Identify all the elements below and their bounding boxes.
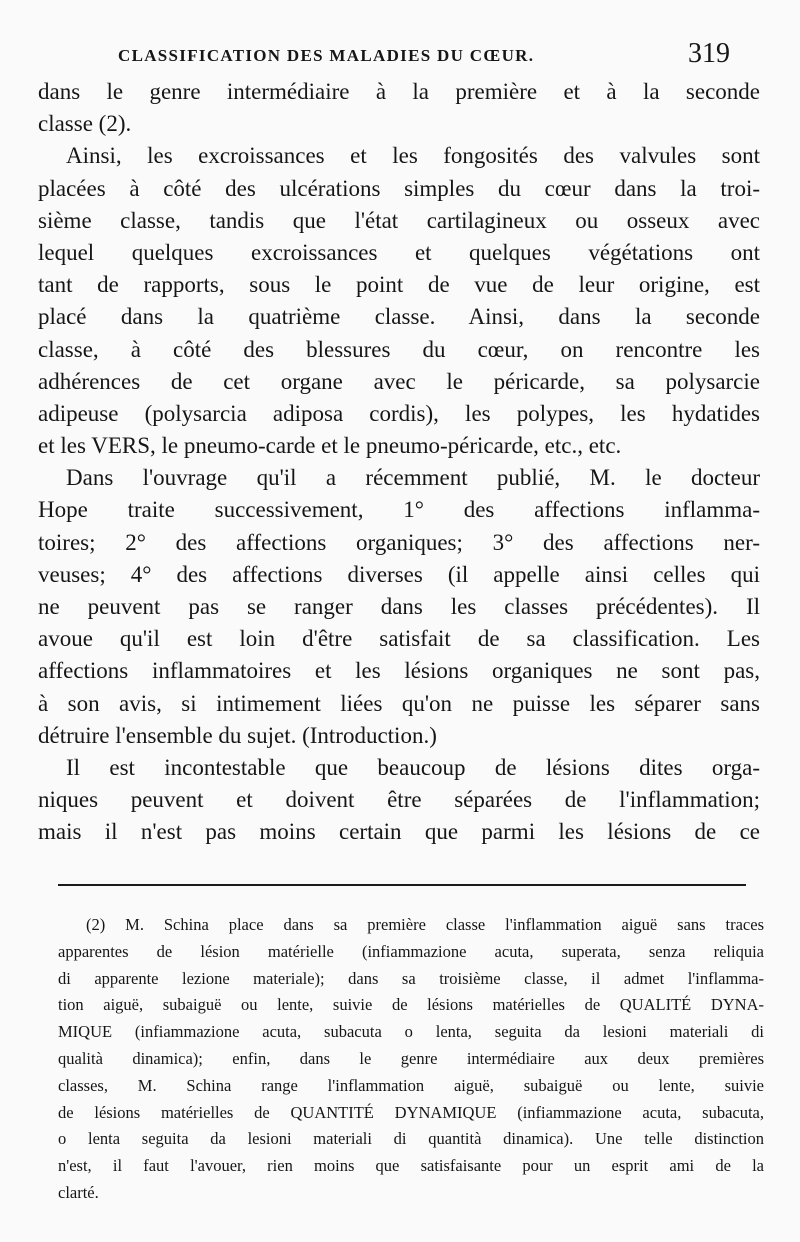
text-line: classe (2). xyxy=(38,111,132,137)
footnote-line: o lenta seguita da lesioni materiali di quantità dinamica). Une telle distinction xyxy=(58,1129,764,1149)
text-line: adhérences de cet organe avec le péricarde, sa polysarcie xyxy=(38,368,760,394)
footnote-line: qualità dinamica); enfin, dans le genre intermédiaire aux deux premières xyxy=(58,1048,764,1068)
text-line: veuses; 4° des affections diverses (il appelle ainsi celles qui xyxy=(38,561,760,587)
text-line: Hope traite successivement, 1° des affections inflamma- xyxy=(38,497,760,523)
footnote-separator xyxy=(58,884,746,886)
footnote-line: classes, M. Schina range l'inflammation aiguë, subaiguë ou lente, suivie xyxy=(58,1075,764,1095)
text-line: Dans l'ouvrage qu'il a récemment publié, M. le docteur xyxy=(66,465,760,491)
footnote-line: de lésions matérielles de QUANTITÉ DYNAMIQUE (infiammazione acuta, subacuta, xyxy=(58,1102,764,1122)
text-line: tant de rapports, sous le point de vue de leur origine, est xyxy=(38,272,760,298)
footnote-line: n'est, il faut l'avouer, rien moins que satisfaisante pour un esprit ami de la xyxy=(58,1156,764,1176)
text-line: mais il n'est pas moins certain que parmi les lésions de ce xyxy=(38,819,760,845)
text-line: classe, à côté des blessures du cœur, on rencontre les xyxy=(38,336,760,362)
text-line: Ainsi, les excroissances et les fongosités des valvules sont xyxy=(66,143,760,169)
text-line: sième classe, tandis que l'état cartilagineux ou osseux avec xyxy=(38,207,760,233)
text-line: placées à côté des ulcérations simples du cœur dans la troi- xyxy=(38,175,760,201)
footnote-line: apparentes de lésion matérielle (infiammazione acuta, superata, senza reliquia xyxy=(58,941,764,961)
text-line: avoue qu'il est loin d'être satisfait de sa classification. Les xyxy=(38,626,760,652)
page-number: 319 xyxy=(688,38,730,69)
text-line: toires; 2° des affections organiques; 3° des affections ner- xyxy=(38,529,760,555)
text-line: adipeuse (polysarcia adiposa cordis), les polypes, les hydatides xyxy=(38,400,760,426)
footnote-line: (2) M. Schina place dans sa première classe l'inflammation aiguë sans traces xyxy=(86,915,764,934)
text-line: placé dans la quatrième classe. Ainsi, dans la seconde xyxy=(38,304,760,330)
running-title: CLASSIFICATION DES MALADIES DU CŒUR. xyxy=(118,46,535,65)
main-text xyxy=(38,76,760,849)
footnote-line: MIQUE (infiammazione acuta, subacuta o lenta, seguita da lesioni materiali di xyxy=(58,1022,764,1042)
footnote-line: di apparente lezione materiale); dans sa troisième classe, il admet l'inflamma- xyxy=(58,968,764,988)
footnote xyxy=(58,912,764,1207)
text-line: Il est incontestable que beaucoup de lésions dites orga- xyxy=(66,754,760,780)
text-line: et les VERS, le pneumo-carde et le pneumo-péricarde, etc., etc. xyxy=(38,433,622,459)
text-line: niques peuvent et doivent être séparées de l'inflammation; xyxy=(38,787,760,813)
page-header xyxy=(118,38,730,78)
text-line: affections inflammatoires et les lésions organiques ne sont pas, xyxy=(38,658,760,684)
text-line: à son avis, si intimement liées qu'on ne puisse les séparer sans xyxy=(38,690,760,716)
footnote-line: tion aiguë, subaiguë ou lente, suivie de lésions matérielles de QUALITÉ DYNA- xyxy=(58,995,764,1015)
text-line: ne peuvent pas se ranger dans les classes précédentes). Il xyxy=(38,594,760,619)
footnote-line: clarté. xyxy=(58,1182,99,1202)
text-line: lequel quelques excroissances et quelques végétations ont xyxy=(38,239,760,265)
text-line: dans le genre intermédiaire à la première et à la seconde xyxy=(38,79,760,104)
text-line: détruire l'ensemble du sujet. (Introduction.) xyxy=(38,722,437,748)
